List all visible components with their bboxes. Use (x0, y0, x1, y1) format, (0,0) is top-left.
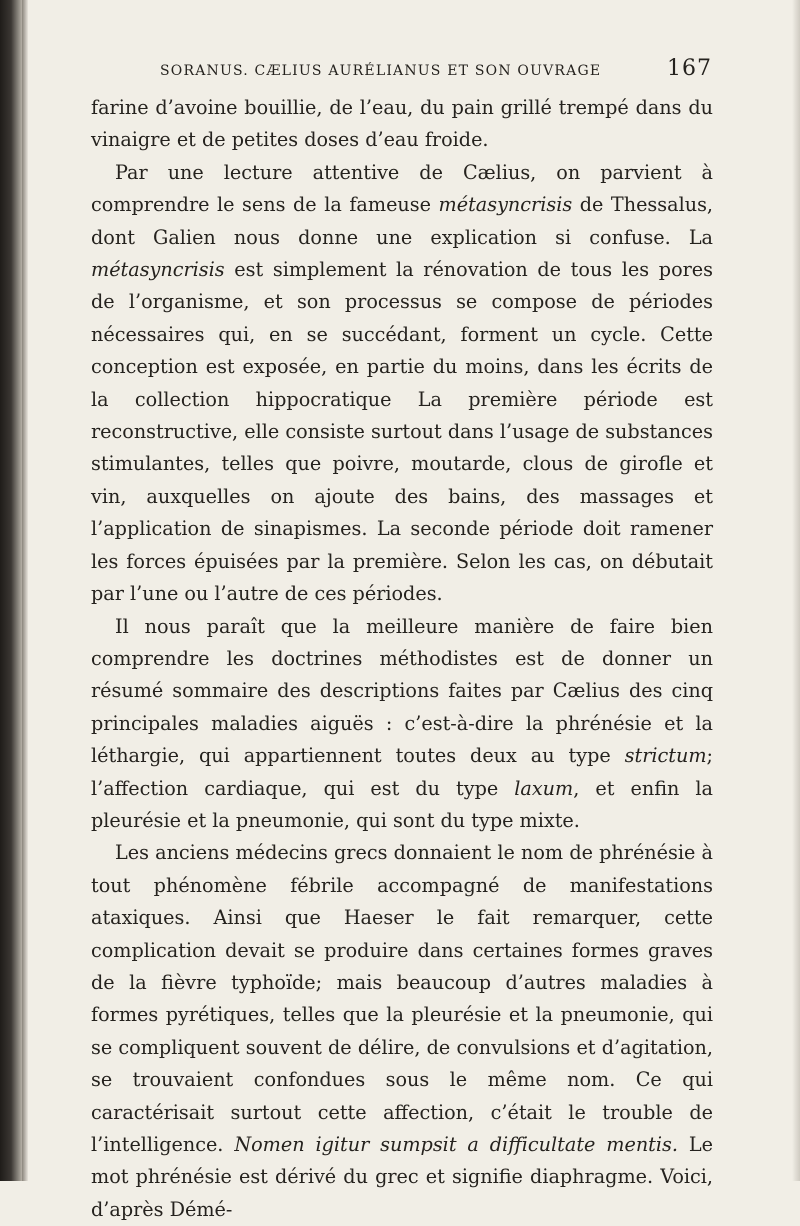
text-run: est simplement la rénovation de tous les pores de l’organisme, et son processus se compose de périodes nécessaires qui, en se succédant, forment un cycle. Cette conception est exposée, en partie du moins, dans les écrits de la collection hippocratique La première période est reconstructive, elle consiste surtout dans l’usage de substances stimulantes, telles que poivre, moutarde, clous de girofle et vin, auxquelles on ajoute des bains, des massages et l’application de sinapismes. La seconde période doit ramener les forces épuisées par la première. Selon les cas, on débutait par l’une ou l’autre de ces périodes. (91, 258, 713, 606)
italic-term: strictum (624, 744, 707, 768)
running-title: SORANUS. CÆLIUS AURÉLIANUS ET SON OUVRAGE (160, 63, 602, 79)
body-text (91, 92, 713, 1226)
text-run: Il nous paraît que la meilleure manière de faire bien comprendre les doctrines méthodistes est de donner un résumé sommaire des descriptions faites par Cælius des cinq principales maladies aiguës : c’est-à-dire la phrénésie et la léthargie, qui appartiennent toutes deux au type (91, 614, 713, 768)
text-run: ; l’affection cardiaque, qui est du type (91, 744, 713, 800)
binding-shadow (0, 0, 22, 1181)
paragraph-2 (91, 157, 713, 611)
text-run: Le mot phrénésie est dérivé du grec et signifie diaphragme. Voici, d’après Démé- (91, 1133, 713, 1221)
italic-term: métasyncrisis (91, 258, 225, 282)
page-edge (792, 0, 800, 1181)
text-run: Les anciens médecins grecs donnaient le nom de phrénésie à tout phénomène fébrile accompagné de manifestations ataxiques. Ainsi que Haeser le fait remarquer, cette complication devait se produire dans certaines formes graves de la fièvre typhoïde; mais beaucoup d’autres maladies à formes pyrétiques, telles que la pleurésie et la pneumonie, qui se compliquent souvent de délire, de convulsions et d’agitation, se trouvaient confondues sous le même nom. Ce qui caractérisait surtout cette affection, c’était le trouble de l’intelligence. (91, 841, 713, 1156)
paragraph-1: farine d’avoine bouillie, de l’eau, du pain grillé trempé dans du vinaigre et de petites doses d’eau froide. (91, 96, 713, 152)
italic-term: métasyncrisis (438, 193, 573, 217)
text-run: de Thessalus, dont Galien nous donne une explication si confuse. La (91, 193, 714, 249)
binding-gutter (22, 0, 28, 1181)
running-header (160, 56, 712, 81)
text-run: , et enfin la pleurésie et la pneumonie, qui sont du type mixte. (91, 776, 713, 832)
page-number: 167 (667, 56, 712, 81)
paragraph-4 (91, 837, 713, 1226)
text-run: Par une lecture attentive de Cælius, on parvient à comprendre le sens de la fameuse (91, 160, 713, 217)
paragraph-3 (91, 611, 713, 838)
latin-quote: Nomen igitur sumpsit a difficultate mentis. (234, 1133, 678, 1156)
italic-term: laxum (514, 776, 574, 800)
